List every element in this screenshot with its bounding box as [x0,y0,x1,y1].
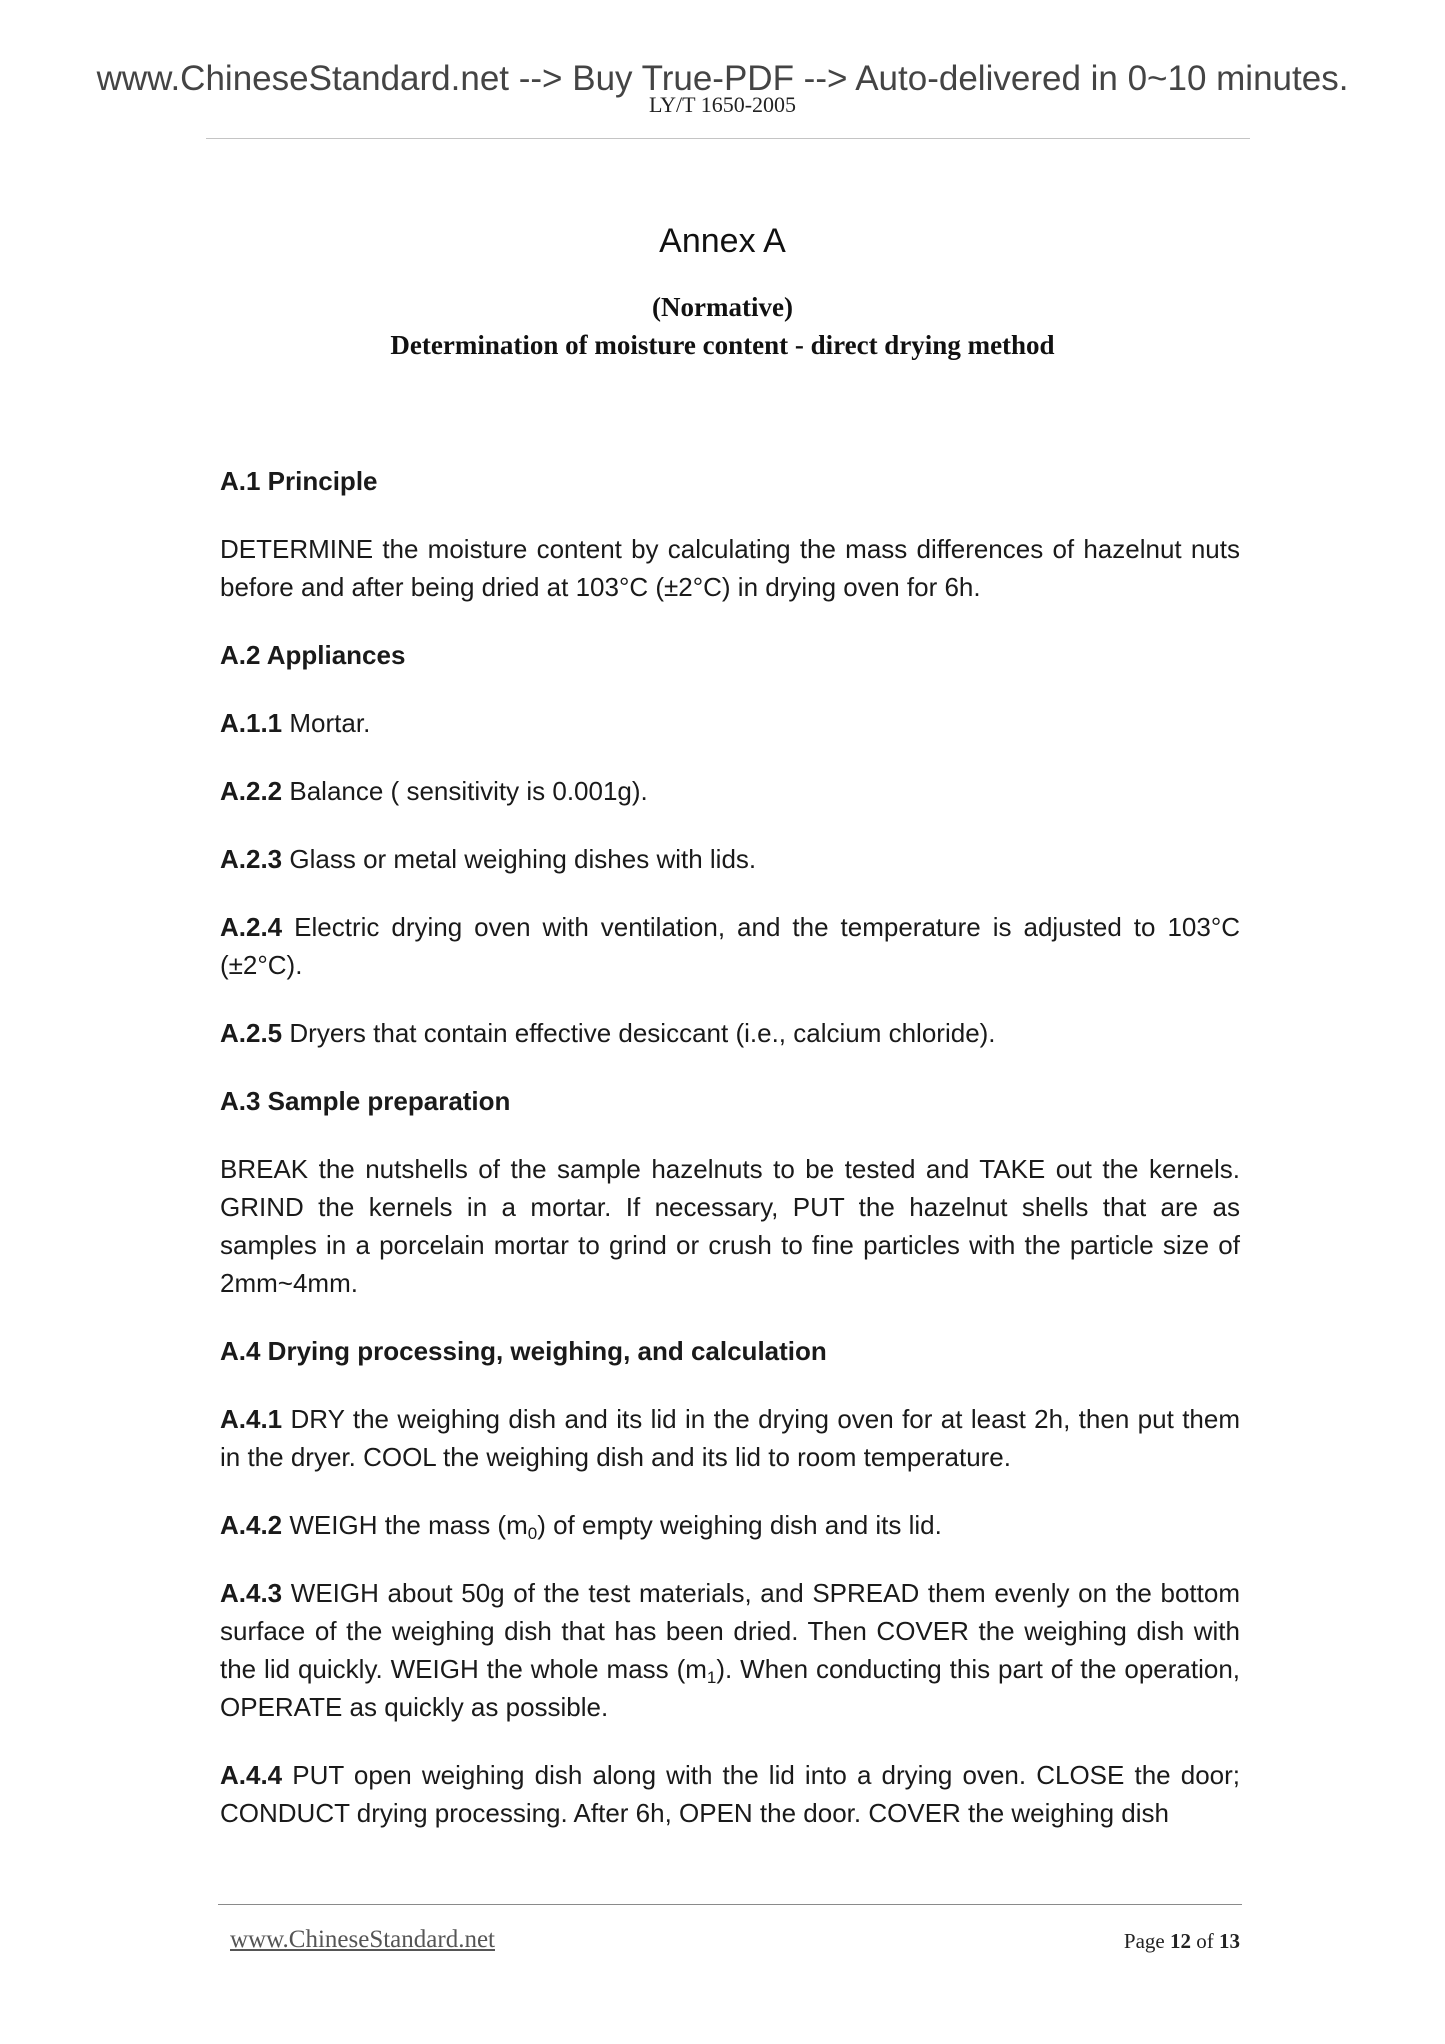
clause-a25 [220,1014,1240,1052]
clause-number: A.1.1 [220,708,283,738]
clause-text: DRY the weighing dish and its lid in the drying oven for at least 2h, then put them in the dryer. COOL the weighing dish and its lid to room temperature. [220,1404,1240,1472]
page-current: 12 [1170,1929,1191,1953]
clause-a41 [220,1400,1240,1476]
clause-number: A.4.1 [220,1404,283,1434]
annex-type: (Normative) [652,292,793,322]
clause-text: Electric drying oven with ventilation, and the temperature is adjusted to 103°C (±2°C). [220,912,1240,980]
section-a1-text: DETERMINE the moisture content by calculating the mass differences of hazelnut nuts before and after being dried at 103°C (±2°C) in drying oven for 6h. [220,534,1240,602]
clause-number: A.4.4 [220,1760,283,1790]
clause-a22 [220,772,1240,810]
clause-number: A.2.4 [220,912,283,942]
clause-text: WEIGH about 50g of the test materials, and SPREAD them evenly on the bottom surface of the weighing dish that has been dried. Then COVER the weighing dish with the lid quickly. WEIGH the whole mass (m [220,1578,1240,1684]
clause-text: Mortar. [282,708,371,738]
clause-text: ) of empty weighing dish and its lid. [537,1510,942,1540]
clause-text: Glass or metal weighing dishes with lids. [282,844,757,874]
footer-divider [218,1904,1242,1905]
clause-text: Dryers that contain effective desiccant (i.e., calcium chloride). [282,1018,996,1048]
clause-a42 [220,1506,1240,1544]
clause-number: A.4.2 [220,1510,283,1540]
clause-a44 [220,1756,1240,1832]
subscript: 0 [527,1524,538,1543]
page-number [1124,1929,1240,1954]
clause-a43 [220,1574,1240,1726]
annex-title: Annex A [659,222,786,260]
section-heading-a3: A.3 Sample preparation [220,1086,511,1116]
clause-number: A.2.5 [220,1018,283,1048]
clause-text: WEIGH the mass (m [282,1510,528,1540]
subscript: 1 [706,1668,717,1687]
page-total: 13 [1219,1929,1240,1953]
clause-text: PUT open weighing dish along with the lid into a drying oven. CLOSE the door; CONDUCT drying processing. After 6h, OPEN the door. COVER the weighing dish [220,1760,1240,1828]
section-heading-a1: A.1 Principle [220,466,378,496]
clause-number: A.4.3 [220,1578,283,1608]
clause-text: ). When conducting this part of the operation, OPERATE as quickly as possible. [220,1654,1240,1722]
header-divider [206,138,1250,139]
section-heading-a2: A.2 Appliances [220,640,406,670]
page-of: of [1196,1929,1214,1953]
clause-a11 [220,704,1240,742]
clause-number: A.2.3 [220,844,283,874]
footer-website-link[interactable]: www.ChineseStandard.net [230,1926,495,1953]
clause-a23 [220,840,1240,878]
header-banner: www.ChineseStandard.net --> Buy True-PDF --> Auto-delivered in 0~10 minutes. [96,59,1349,98]
clause-text: Balance ( sensitivity is 0.001g). [282,776,648,806]
annex-name: Determination of moisture content - direct drying method [390,330,1055,360]
clause-a24 [220,908,1240,984]
standard-code: LY/T 1650-2005 [648,92,797,117]
section-a3-text: BREAK the nutshells of the sample hazelnuts to be tested and TAKE out the kernels. GRIND the kernels in a mortar. If necessary, PUT the hazelnut shells that are as samples in a porcelain mortar to grind or crush to fine particles with the particle size of 2mm~4mm. [220,1154,1240,1298]
page-word: Page [1123,1929,1165,1953]
clause-number: A.2.2 [220,776,283,806]
document-body [220,462,1240,1862]
section-heading-a4: A.4 Drying processing, weighing, and calculation [220,1336,827,1366]
